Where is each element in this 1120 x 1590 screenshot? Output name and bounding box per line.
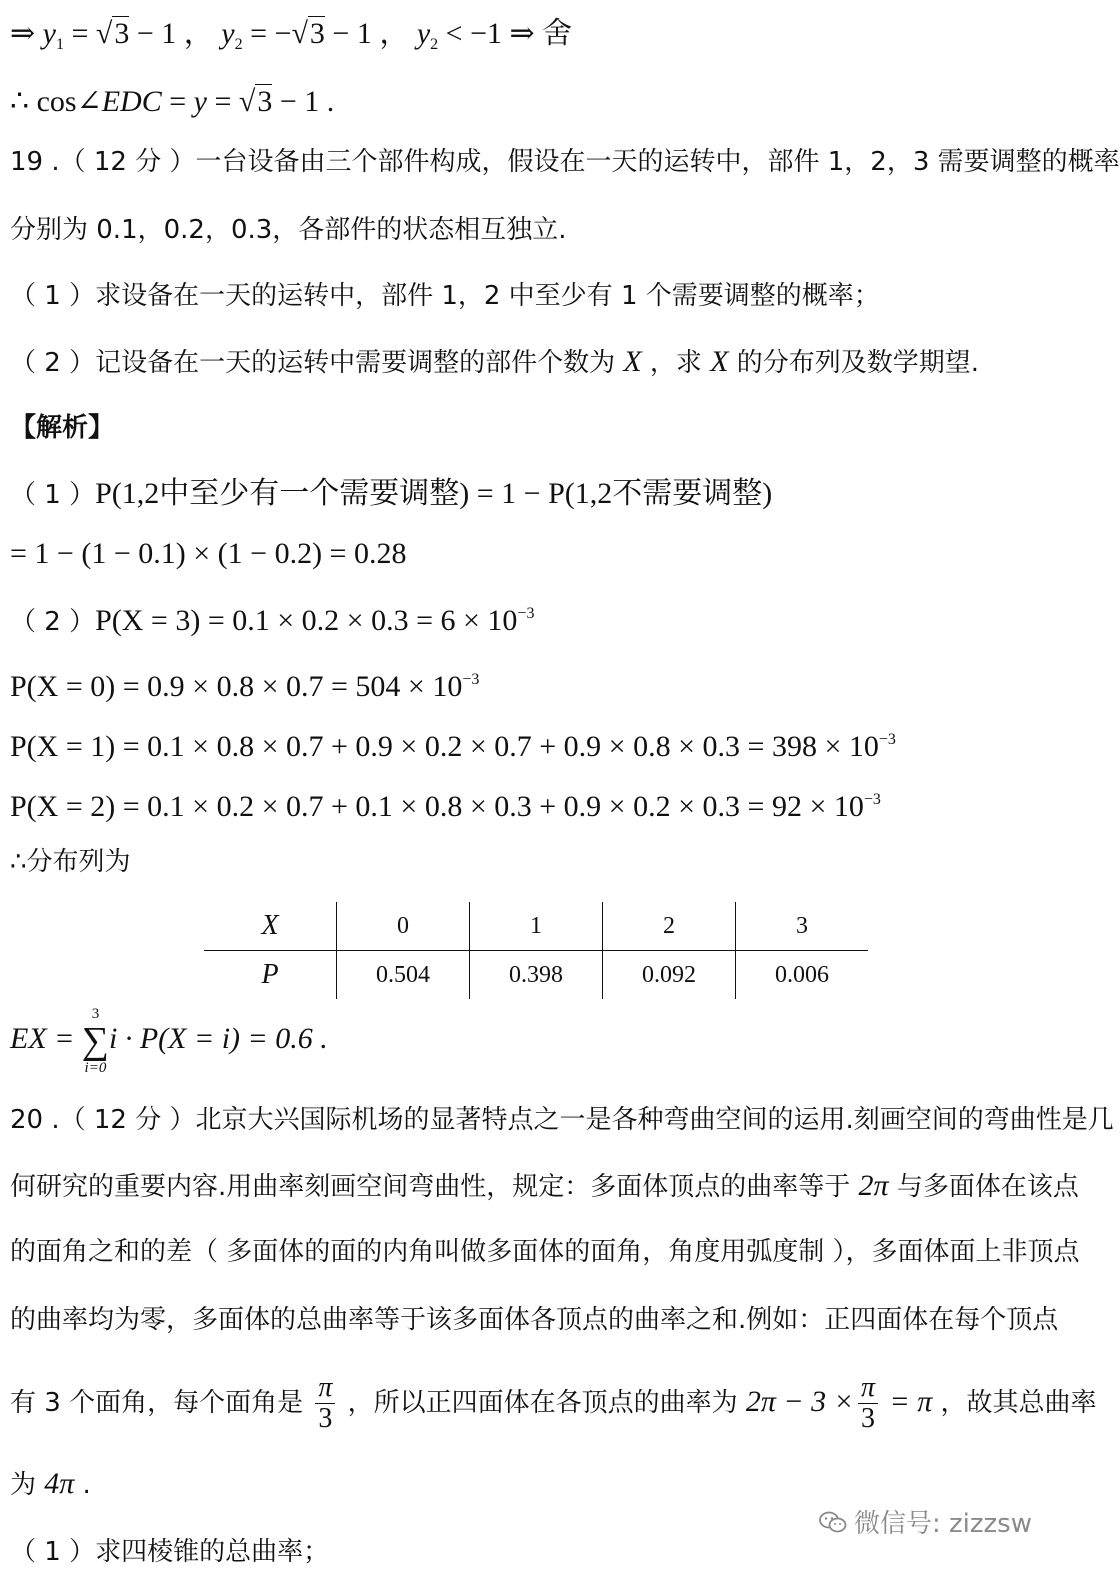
table-cell: 0.398: [470, 951, 603, 1000]
q19-intro-line-2: 分别为 0.1，0.2，0.3，各部件的状态相互独立.: [10, 215, 567, 245]
solution-line-1: （ 1 ）P(1,2中至少有一个需要调整) = 1 − P(1,2不需要调整): [10, 477, 773, 510]
q20-line-1: 20 .（ 12 分 ）北京大兴国际机场的显著特点之一是各种弯曲空间的运用.刻画空间的弯曲性是几: [10, 1105, 1114, 1135]
table-cell: 2: [603, 902, 736, 951]
distribution-table: [204, 902, 868, 999]
table-cell: 0: [337, 902, 470, 951]
table-cell: 0.092: [603, 951, 736, 1000]
q19-part-2: （ 2 ）记设备在一天的运转中需要调整的部件个数为 X ，求 X 的分布列及数学期望.: [10, 345, 980, 378]
q20-line-2: 何研究的重要内容.用曲率刻画空间弯曲性，规定：多面体顶点的曲率等于 2π 与多面体在该点: [10, 1169, 1079, 1202]
table-row: [204, 951, 868, 1000]
derivation-line-1: ⇒ $y_1 = √3 - 1$ ， $y_2 = -√3 - 1$ ， $y_2 < -1$ ⇒ 舍: [10, 17, 573, 53]
solution-line-2: = 1 − (1 − 0.1) × (1 − 0.2) = 0.28: [10, 537, 407, 570]
expectation-formula: EX = 3 ∑ i=0 i · P(X = i) = 0.6 .: [10, 1006, 328, 1077]
analysis-label: 【解析】: [10, 413, 115, 443]
watermark-text: 微信号: zizzsw: [853, 1509, 1032, 1539]
solution-line-3: （ 2 ）$P(X = 3) = 0.1 \times 0.2 \times 0.3 = 6 \times 10^{-3}$: [10, 604, 535, 637]
q20-line-4: 的曲率均为零，多面体的总曲率等于该多面体各顶点的曲率之和.例如：正四面体在每个顶点: [10, 1305, 1059, 1335]
table-cell: 0.006: [736, 951, 869, 1000]
q20-line-3: 的面角之和的差（ 多面体的面的内角叫做多面体的面角，角度用弧度制 ），多面体面上非顶点: [10, 1237, 1080, 1267]
solution-line-6: $P(X = 2) = 0.1 \times 0.2 \times 0.7 + 0.1 \times 0.8 \times 0.3 + 0.9 \times 0.2 \times 0.3 = 92 \times 10^{-3}$: [10, 790, 881, 823]
table-cell: P: [261, 959, 279, 990]
table-cell: 0.504: [337, 951, 470, 1000]
pi-over-3-fraction: $\frac{\pi}{3}$: [315, 1373, 335, 1434]
summation-symbol: 3 ∑ i=0: [81, 1006, 109, 1077]
solution-line-5: $P(X = 1) = 0.1 \times 0.8 \times 0.7 + 0.9 \times 0.2 \times 0.7 + 0.9 \times 0.8 \times 0.3 = 398 \times 10^{-3}$: [10, 730, 896, 763]
wechat-watermark: [818, 1503, 1032, 1540]
q20-part-1: （ 1 ）求四棱锥的总曲率；: [10, 1537, 330, 1567]
solution-line-4: $P(X = 0) = 0.9 \times 0.8 \times 0.7 = 504 \times 10^{-3}$: [10, 670, 480, 703]
table-row: [204, 902, 868, 951]
table-cell: 1: [470, 902, 603, 951]
wechat-icon: [818, 1510, 848, 1534]
derivation-line-2: ∴ cos∠EDC = y = √3 − 1 .: [10, 85, 335, 118]
q19-part-1: （ 1 ）求设备在一天的运转中，部件 1，2 中至少有 1 个需要调整的概率；: [10, 281, 880, 311]
solution-line-7: ∴分布列为: [10, 847, 131, 877]
table-cell: X: [204, 902, 337, 951]
q19-intro-line-1: 19 .（ 12 分 ）一台设备由三个部件构成，假设在一天的运转中，部件 1，2，3 需要调整的概率: [10, 147, 1120, 177]
q20-line-6: 为 4π .: [10, 1467, 91, 1500]
pi-over-3-fraction: $\frac{\pi}{3}$: [858, 1373, 878, 1434]
table-cell: 3: [736, 902, 869, 951]
q20-line-5: 有 3 个面角，每个面角是 $\frac{\pi}{3}$ ，所以正四面体在各顶点的曲率为 2π − 3 × $\frac{\pi}{3}$ = π ，故其总曲率: [10, 1372, 1097, 1434]
